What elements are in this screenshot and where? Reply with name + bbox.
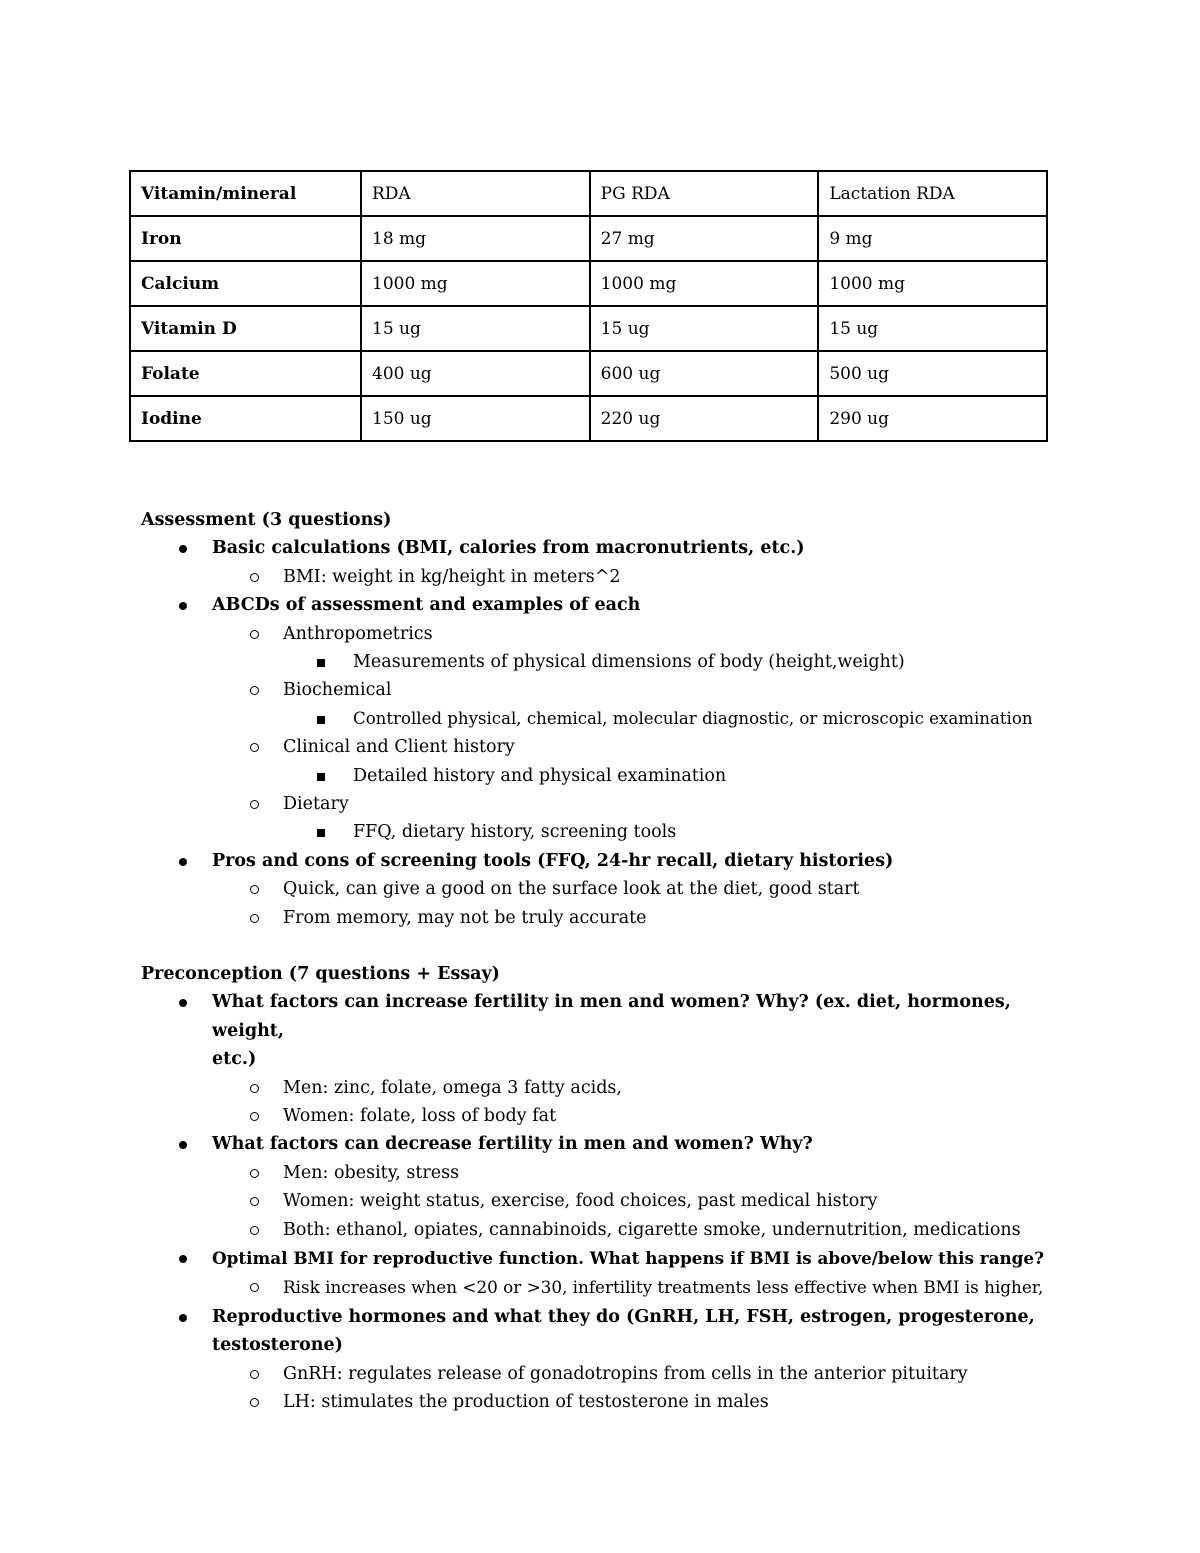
section-title: Assessment (3 questions)	[141, 510, 392, 530]
bullet-dot-icon	[179, 988, 187, 1016]
answer-text: LH: stimulates the production of testosterone in males	[283, 1392, 769, 1413]
list-item	[141, 904, 1071, 932]
detail-text: Measurements of physical dimensions of body (height,weight)	[353, 652, 905, 673]
table-cell: 9 mg	[818, 216, 1047, 261]
list-item	[141, 818, 1071, 846]
table-row	[130, 216, 1047, 261]
answer-text: Risk increases when <20 or >30, infertility treatments less effective when BMI is higher,	[283, 1277, 1044, 1298]
rda-table	[129, 170, 1048, 442]
table-cell: Iron	[130, 216, 361, 261]
table-row	[130, 396, 1047, 441]
question-text: Basic calculations (BMI, calories from macronutrients, etc.)	[212, 538, 805, 559]
bullet-square-icon	[317, 762, 325, 790]
list-item	[141, 762, 1071, 790]
list-item	[141, 1216, 1071, 1244]
preconception-section	[141, 960, 1071, 1417]
list-item	[141, 1273, 1071, 1302]
table-header-cell: PG RDA	[590, 171, 819, 216]
list-item	[141, 676, 1071, 704]
bullet-dot-icon	[179, 1244, 187, 1272]
list-item	[141, 705, 1071, 733]
question-text: Optimal BMI for reproductive function. What happens if BMI is above/below this range?	[212, 1248, 1044, 1269]
bullet-square-icon	[317, 648, 325, 676]
answer-text: GnRH: regulates release of gonadotropins from cells in the anterior pituitary	[283, 1363, 968, 1384]
list-item	[141, 1360, 1071, 1388]
list-item	[141, 591, 1071, 619]
table-cell: 220 ug	[590, 396, 819, 441]
table-cell: 15 ug	[590, 306, 819, 351]
bullet-dot-icon	[179, 534, 187, 562]
table-cell: 150 ug	[361, 396, 590, 441]
table-cell: 15 ug	[361, 306, 590, 351]
list-item	[141, 534, 1071, 562]
outline-list	[141, 988, 1071, 1416]
table-cell: 1000 mg	[590, 261, 819, 306]
list-item	[141, 1159, 1071, 1187]
table-cell: 500 ug	[818, 351, 1047, 396]
list-item	[141, 648, 1071, 676]
table-cell: Folate	[130, 351, 361, 396]
answer-text: Quick, can give a good on the surface look at the diet, good start	[283, 879, 860, 900]
assessment-section	[141, 506, 1071, 932]
answer-text: BMI: weight in kg/height in meters^2	[283, 566, 621, 587]
bullet-square-icon	[317, 705, 325, 733]
answer-text: Women: folate, loss of body fat	[283, 1106, 557, 1127]
table-cell: 600 ug	[590, 351, 819, 396]
answer-text: Men: zinc, folate, omega 3 fatty acids,	[283, 1077, 622, 1098]
answer-text: Men: obesity, stress	[283, 1162, 460, 1183]
table-cell: 18 mg	[361, 216, 590, 261]
table-cell: Calcium	[130, 261, 361, 306]
answer-text: From memory, may not be truly accurate	[283, 907, 647, 928]
table-cell: 1000 mg	[818, 261, 1047, 306]
bullet-ring-icon	[250, 1216, 259, 1244]
list-item	[141, 1303, 1071, 1360]
list-item	[141, 1074, 1071, 1102]
table-row	[130, 351, 1047, 396]
list-item	[141, 847, 1071, 875]
bullet-ring-icon	[250, 1187, 259, 1215]
question-text: ABCDs of assessment and examples of each	[212, 595, 641, 616]
bullet-dot-icon	[179, 1130, 187, 1158]
detail-text: Detailed history and physical examination	[353, 765, 727, 786]
table-header-cell: Lactation RDA	[818, 171, 1047, 216]
table-cell: 290 ug	[818, 396, 1047, 441]
table-cell: 27 mg	[590, 216, 819, 261]
section-title: Preconception (7 questions + Essay)	[141, 964, 500, 984]
question-text: What factors can increase fertility in men and women? Why? (ex. diet, hormones, weight,	[212, 992, 1011, 1041]
list-item	[141, 1102, 1071, 1130]
bullet-ring-icon	[250, 790, 259, 818]
bullet-ring-icon	[250, 620, 259, 648]
detail-text: Controlled physical, chemical, molecular diagnostic, or microscopic examination	[353, 708, 1033, 728]
answer-text: Women: weight status, exercise, food choices, past medical history	[283, 1191, 878, 1212]
bullet-ring-icon	[250, 1273, 259, 1301]
table-header-cell: RDA	[361, 171, 590, 216]
question-text: testosterone)	[212, 1335, 343, 1356]
list-item	[141, 620, 1071, 648]
list-item	[141, 875, 1071, 903]
bullet-ring-icon	[250, 1102, 259, 1130]
table-cell: Vitamin D	[130, 306, 361, 351]
list-item	[141, 733, 1071, 761]
outline-list	[141, 534, 1071, 932]
bullet-square-icon	[317, 818, 325, 846]
list-item	[141, 563, 1071, 591]
table-cell: Iodine	[130, 396, 361, 441]
table-row	[130, 306, 1047, 351]
question-text: etc.)	[212, 1049, 257, 1070]
bullet-dot-icon	[179, 847, 187, 875]
table-header-cell: Vitamin/mineral	[130, 171, 361, 216]
bullet-ring-icon	[250, 676, 259, 704]
table-header-row	[130, 171, 1047, 216]
list-item	[141, 1244, 1071, 1273]
table-cell: 1000 mg	[361, 261, 590, 306]
list-item	[141, 988, 1071, 1073]
bullet-ring-icon	[250, 1388, 259, 1416]
bullet-dot-icon	[179, 1303, 187, 1331]
bullet-ring-icon	[250, 1159, 259, 1187]
list-item	[141, 1187, 1071, 1215]
answer-text: Dietary	[283, 794, 349, 815]
list-item	[141, 790, 1071, 818]
table-cell: 15 ug	[818, 306, 1047, 351]
list-item	[141, 1130, 1071, 1158]
bullet-ring-icon	[250, 733, 259, 761]
bullet-ring-icon	[250, 1360, 259, 1388]
bullet-ring-icon	[250, 1074, 259, 1102]
table-row	[130, 261, 1047, 306]
bullet-dot-icon	[179, 591, 187, 619]
bullet-ring-icon	[250, 875, 259, 903]
detail-text: FFQ, dietary history, screening tools	[353, 822, 677, 843]
bullet-ring-icon	[250, 904, 259, 932]
table-cell: 400 ug	[361, 351, 590, 396]
question-text: Pros and cons of screening tools (FFQ, 24-hr recall, dietary histories)	[212, 850, 894, 871]
question-text: What factors can decrease fertility in men and women? Why?	[212, 1134, 813, 1155]
answer-text: Clinical and Client history	[283, 737, 515, 758]
question-text: Reproductive hormones and what they do (GnRH, LH, FSH, estrogen, progesterone,	[212, 1306, 1035, 1327]
answer-text: Anthropometrics	[283, 623, 433, 644]
list-item	[141, 1388, 1071, 1416]
answer-text: Both: ethanol, opiates, cannabinoids, cigarette smoke, undernutrition, medications	[283, 1219, 1021, 1240]
bullet-ring-icon	[250, 563, 259, 591]
answer-text: Biochemical	[283, 680, 392, 701]
